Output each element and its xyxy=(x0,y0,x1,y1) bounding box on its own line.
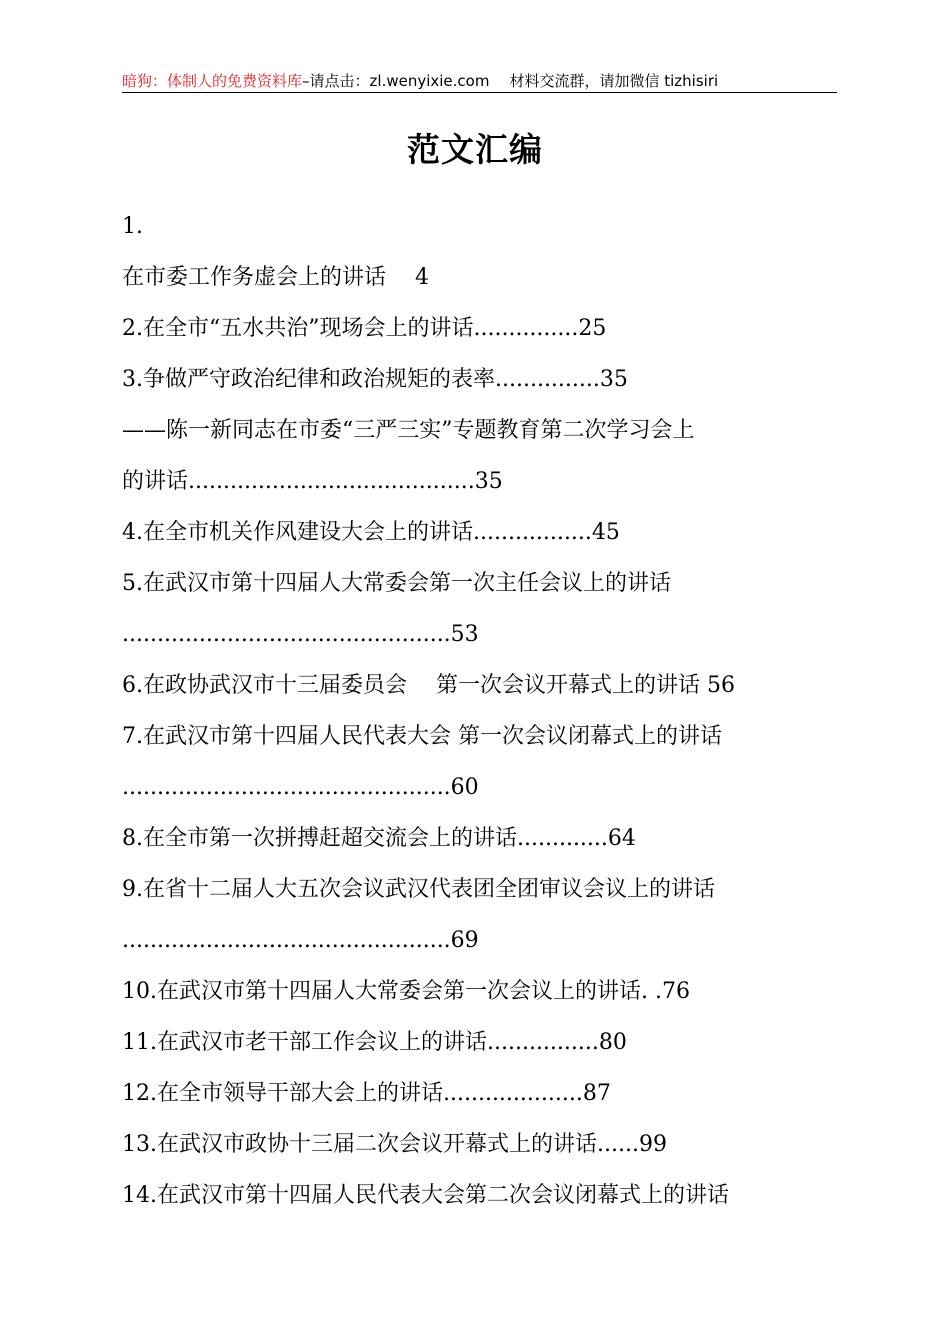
table-of-contents xyxy=(122,201,838,1221)
toc-line: ...............................................60 xyxy=(122,775,479,800)
toc-line: ...............................................69 xyxy=(122,928,479,953)
toc-line: 在市委工作务虚会上的讲话 4 xyxy=(122,265,429,290)
header-site-name: 暗狗：体制人的免费资料库 xyxy=(122,72,303,90)
toc-line: 13.在武汉市政协十三届二次会议开幕式上的讲话......99 xyxy=(122,1132,667,1157)
document-title: 范文汇编 xyxy=(407,130,543,169)
toc-line: 的讲话.........................................35 xyxy=(122,469,503,494)
toc-line: 9.在省十二届人大五次会议武汉代表团全团审议会议上的讲话 xyxy=(122,877,715,902)
toc-line: ...............................................53 xyxy=(122,622,479,647)
toc-line: 12.在全市领导干部大会上的讲话....................87 xyxy=(122,1081,611,1106)
toc-line: 11.在武汉市老干部工作会议上的讲话................80 xyxy=(122,1030,627,1055)
toc-line: 3.争做严守政治纪律和政治规矩的表率...............35 xyxy=(122,367,628,392)
header-url-link[interactable]: zl.wenyixie.com xyxy=(369,72,490,90)
toc-line: ——陈一新同志在市委“三严三实”专题教育第二次学习会上 xyxy=(122,418,695,443)
header-contact: 材料交流群，请加微信 tizhisiri xyxy=(509,72,719,90)
header-divider xyxy=(122,92,837,93)
toc-line: 4.在全市机关作风建设大会上的讲话.................45 xyxy=(122,520,620,545)
toc-line: 8.在全市第一次拼搏赶超交流会上的讲话.............64 xyxy=(122,826,636,851)
page-header xyxy=(122,70,837,92)
header-click-prefix: –请点击： xyxy=(302,72,370,90)
toc-line: 6.在政协武汉市十三届委员会 第一次会议开幕式上的讲话 56 xyxy=(122,673,735,698)
toc-line: 2.在全市“五水共治”现场会上的讲话...............25 xyxy=(122,316,607,341)
toc-line: 1. xyxy=(122,214,143,239)
toc-line: 14.在武汉市第十四届人民代表大会第二次会议闭幕式上的讲话 xyxy=(122,1183,729,1208)
toc-line: 5.在武汉市第十四届人大常委会第一次主任会议上的讲话 xyxy=(122,571,671,596)
toc-line: 10.在武汉市第十四届人大常委会第一次会议上的讲话. .76 xyxy=(122,979,690,1004)
toc-line: 7.在武汉市第十四届人民代表大会 第一次会议闭幕式上的讲话 xyxy=(122,724,722,749)
